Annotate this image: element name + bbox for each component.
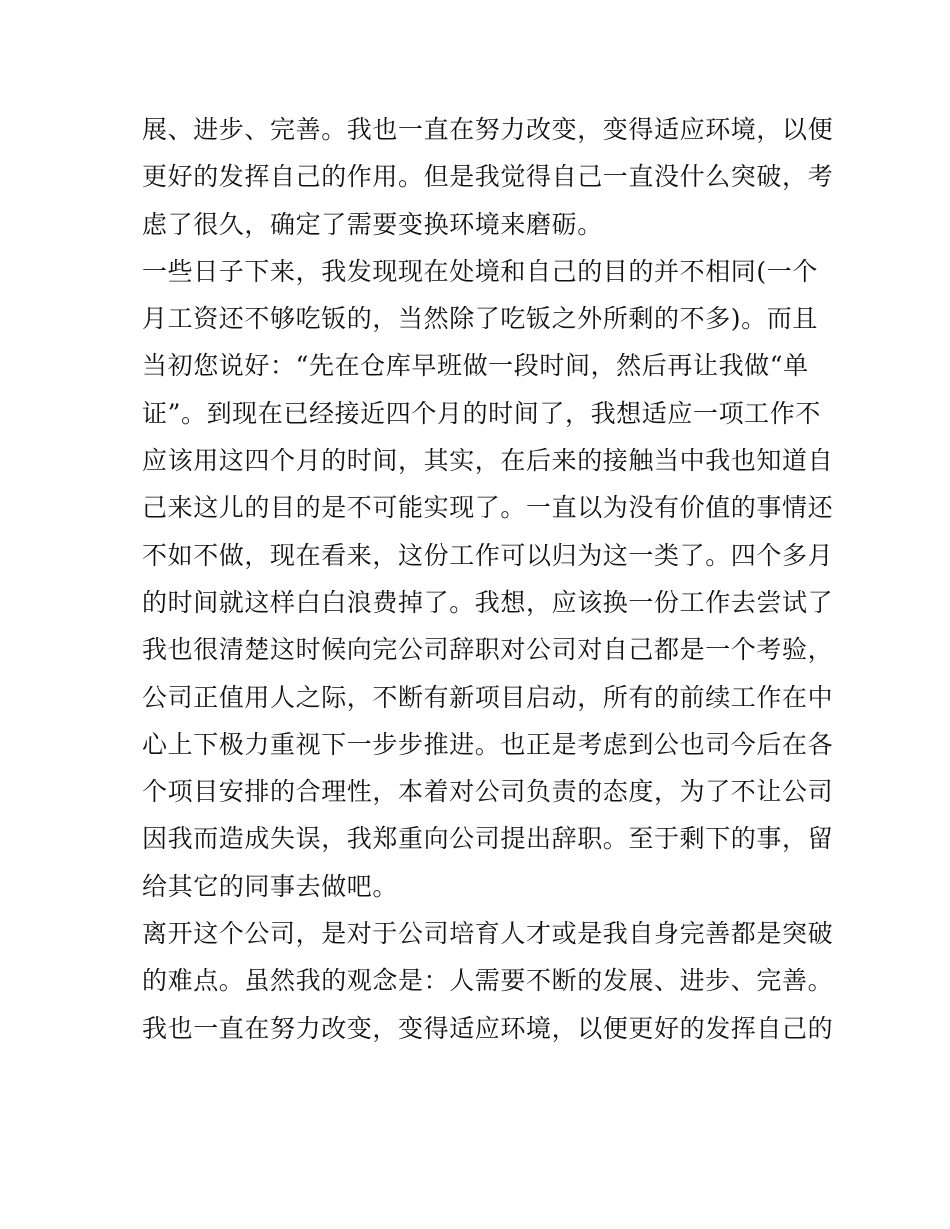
text-line: 离开这个公司，是对于公司培育人才或是我自身完善都是突破: [142, 919, 834, 949]
document-body: [142, 106, 834, 1052]
text-line: 虑了很久，确定了需要变换环境来磨砺。: [142, 209, 603, 239]
text-line: 展、进步、完善。我也一直在努力改变，变得适应环境，以便: [142, 115, 834, 144]
text-line: 公司正值用人之际，不断有新项目启动，所有的前续工作在中: [142, 682, 834, 712]
text-line: 当初您说好：“先在仓库早班做一段时间，然后再让我做“单: [142, 351, 809, 381]
text-line: 一些日子下来，我发现现在处境和自己的目的并不相同(一个: [142, 256, 818, 286]
text-line: 己来这儿的目的是不可能实现了。一直以为没有价值的事情还: [142, 493, 834, 523]
text-line: 个项目安排的合理性，本着对公司负责的态度，为了不让公司: [142, 777, 834, 807]
text-line: 证”。到现在已经接近四个月的时间了，我想适应一项工作不: [142, 398, 821, 428]
text-line: 不如不做，现在看来，这份工作可以归为这一类了。四个多月: [142, 540, 834, 570]
text-line: 心上下极力重视下一步步推进。也正是考虑到公也司今后在各: [142, 729, 834, 759]
text-line: 更好的发挥自己的作用。但是我觉得自己一直没什么突破，考: [142, 162, 834, 192]
text-line: 月工资还不够吃钣的，当然除了吃钣之外所剩的不多)。而且: [142, 304, 818, 334]
text-line: 应该用这四个月的时间，其实，在后来的接触当中我也知道自: [142, 446, 834, 476]
text-line: 因我而造成失误，我郑重向公司提出辞职。至于剩下的事，留: [142, 824, 834, 854]
text-line: 给其它的同事去做吧。: [142, 871, 399, 901]
text-line: 我也很清楚这时候向完公司辞职对公司对自己都是一个考验，: [142, 635, 834, 665]
text-line: 的难点。虽然我的观念是：人需要不断的发展、进步、完善。: [142, 966, 834, 996]
text-line: 的时间就这样白白浪费掉了。我想，应该换一份工作去尝试了: [142, 587, 834, 617]
text-line: 我也一直在努力改变，变得适应环境，以便更好的发挥自己的: [142, 1013, 834, 1043]
